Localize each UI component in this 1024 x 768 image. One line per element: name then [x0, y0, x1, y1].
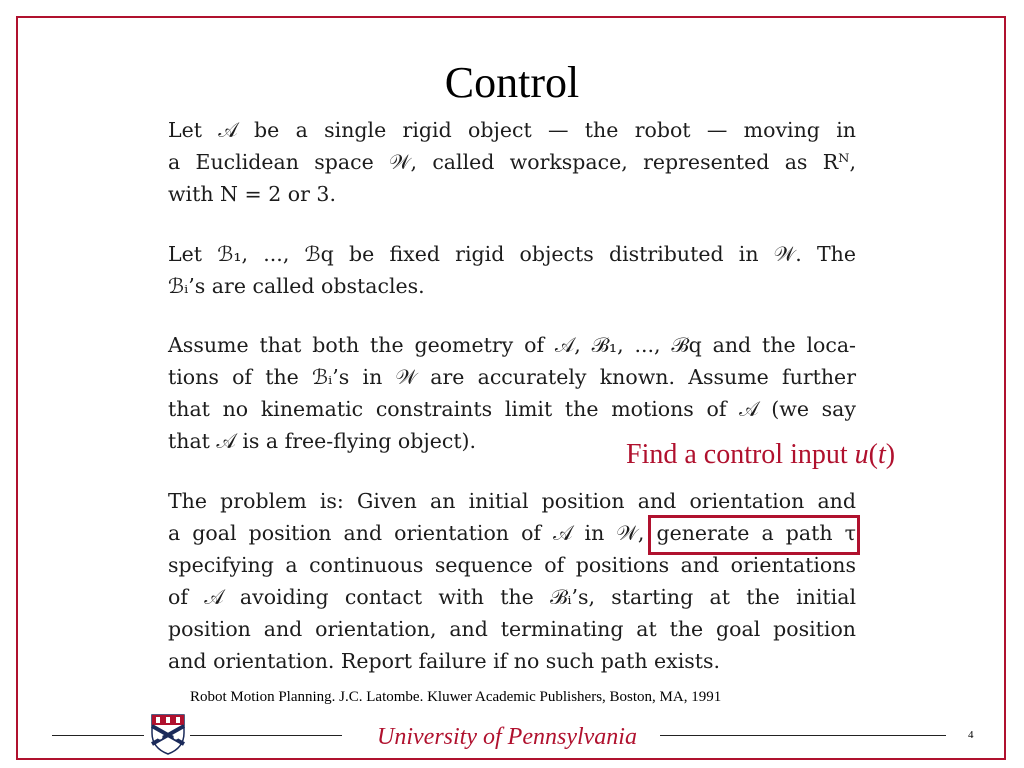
slide-title: Control: [444, 58, 580, 107]
callout-variable: u: [854, 439, 869, 470]
footer-rule-right: [660, 735, 946, 736]
text-line: that 𝒜 is a free-flying object).: [168, 429, 477, 453]
text-line: Assume that both the geometry of 𝒜, ℬ₁, ..., ℬq and the loca-: [168, 333, 856, 357]
callout-close-paren: ): [885, 439, 896, 470]
text-line: specifying a continuous sequence of positions and orientations: [168, 553, 856, 577]
citation: Robot Motion Planning. J.C. Latombe. Kluwer Academic Publishers, Boston, MA, 1991: [190, 689, 722, 705]
paragraph-obstacles: [168, 238, 856, 302]
text-line: tions of the ℬᵢ’s in 𝒲 are accurately known. Assume further: [168, 365, 856, 389]
footer-rule-left: [52, 735, 144, 736]
paragraph-problem-statement: [168, 485, 856, 677]
text-line: ℬᵢ’s are called obstacles.: [168, 274, 425, 298]
control-input-callout: [626, 438, 895, 472]
callout-open-paren: (: [868, 439, 878, 470]
text-line: with N = 2 or 3.: [168, 182, 336, 206]
text-line: of 𝒜 avoiding contact with the ℬᵢ’s, starting at the initial: [168, 585, 856, 609]
paragraph-robot-definition: [168, 114, 856, 210]
text-line: a goal position and orientation of 𝒜 in 𝒲, generate a path τ: [168, 521, 856, 545]
callout-prefix: Find a control input: [626, 439, 855, 470]
text-line: and orientation. Report failure if no such path exists.: [168, 649, 721, 673]
university-shield-icon: [150, 713, 186, 755]
text-line: that no kinematic constraints limit the motions of 𝒜 (we say: [168, 397, 856, 421]
path-highlight-box: [648, 515, 860, 555]
text-line: Let 𝒜 be a single rigid object — the robot — moving in: [168, 118, 856, 142]
callout-argument: t: [877, 439, 886, 470]
text-line: position and orientation, and terminating at the goal position: [168, 617, 856, 641]
page-number: 4: [968, 729, 974, 741]
text-line: The problem is: Given an initial position and orientation and: [168, 489, 856, 513]
text-line: Let ℬ₁, ..., ℬq be fixed rigid objects distributed in 𝒲. The: [168, 242, 856, 266]
text-line: a Euclidean space 𝒲, called workspace, represented as Rᴺ,: [168, 150, 856, 174]
footer-institution: University of Pennsylvania: [377, 724, 637, 750]
footer-rule-middle: [190, 735, 342, 736]
